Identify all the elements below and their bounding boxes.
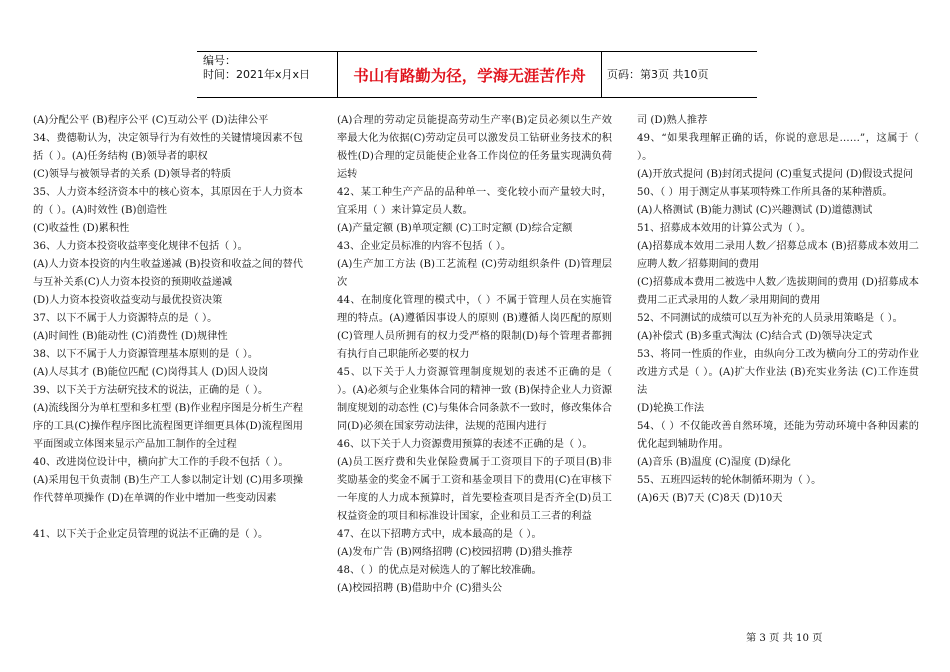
text-column-1 — [33, 112, 303, 544]
question-line: 53、将同一性质的作业，由纵向分工改为横向分工的劳动作业改进方式是（ ）。(A)扩大作业法 (B)充实业务法 (C)工作连贯法 — [637, 349, 919, 396]
page-header — [197, 51, 757, 98]
question-line: 48、（ ）的优点是对候选人的了解比较准确。 — [337, 565, 542, 576]
question-line: (A)人力资本投资的内生收益递减 (B)投资和收益之间的替代与互补关系(C)人力资本投资的预期收益递减 — [33, 259, 303, 288]
question-line: 41、以下关于企业定员管理的说法不正确的是（ ）。 — [33, 529, 269, 540]
question-line: (A)开放式提问 (B)封闭式提问 (C)重复式提问 (D)假设式提问 — [637, 169, 914, 180]
document-number-label: 编号： — [203, 54, 236, 67]
question-line: 司 (D)熟人推荐 — [637, 115, 708, 126]
question-line: 40、改进岗位设计中，横向扩大工作的手段不包括（ ）。 — [33, 457, 289, 468]
question-line: (A)分配公平 (B)程序公平 (C)互动公平 (D)法律公平 — [33, 115, 269, 126]
question-line: (A)人格测试 (B)能力测试 (C)兴趣测试 (D)道德测试 — [637, 205, 873, 216]
question-line: 50、（ ）用于测定从事某项特殊工作所具备的某种潜质。 — [637, 187, 893, 198]
question-line: (A)生产加工方法 (B)工艺流程 (C)劳动组织条件 (D)管理层次 — [337, 259, 612, 288]
question-line: (C)收益性 (D)累积性 — [33, 223, 130, 234]
question-line: (A)产量定额 (B)单项定额 (C)工时定额 (D)综合定额 — [337, 223, 573, 234]
question-line: (A)员工医疗费和失业保险费属于工资项目下的子项目(B)非奖励基金的奖金不属于工资和基金项目下的费用(C)在审核下一年度的人力成本预算时，首先要检查项目是否齐全(D)员工权益资金的项目和标准设计国家，企业和员工三者的利益 — [337, 457, 612, 522]
document-date-label: 时间：2021年x月x日 — [203, 68, 311, 81]
question-line: 37、以下不属于人力资源特点的是（ ）。 — [33, 313, 218, 324]
header-page-number: 页码：第3页 共10页 — [607, 68, 709, 81]
question-line: 35、人力资本经济资本中的核心资本，其原因在于人力资本的（ ）。(A)时效性 (B)创造性 — [33, 187, 303, 216]
question-line: (D)轮换工作法 — [637, 403, 705, 414]
question-line: (A)补偿式 (B)多重式淘汰 (C)结合式 (D)领导决定式 — [637, 331, 873, 342]
question-line: 42、某工种生产产品的品种单一、变化较小而产量较大时，宜采用（ ）来计算定员人数。 — [337, 187, 612, 216]
question-line: (A)6天 (B)7天 (C)8天 (D)10天 — [637, 493, 783, 504]
question-line: 54、（ ）不仅能改善自然环境，还能为劳动环境中各种因素的优化起到辅助作用。 — [637, 421, 919, 450]
question-line: (D)人力资本投资收益变动与最优投资决策 — [33, 295, 223, 306]
header-motto: 书山有路勤为径，学海无涯苦作舟 — [353, 66, 586, 85]
question-line: (A)人尽其才 (B)能位匹配 (C)岗得其人 (D)因人设岗 — [33, 367, 269, 378]
question-line: (A)校园招聘 (B)借助中介 (C)猎头公 — [337, 583, 503, 594]
question-line: 39、以下关于方法研究技术的说法，正确的是（ ）。 — [33, 385, 269, 396]
text-column-2 — [337, 112, 612, 598]
question-line: (A)音乐 (B)温度 (C)湿度 (D)绿化 — [637, 457, 791, 468]
question-line: 36、人力资本投资收益率变化规律不包括（ ）。 — [33, 241, 248, 252]
question-line: 44、在制度化管理的模式中，（ ）不属于管理人员在实施管理的特点。(A)遵循因事设人的原则 (B)遵循人岗匹配的原则(C)管理人员所拥有的权力受严格的限制(D)每个管理者都拥有执行自己职能所必要的权力 — [337, 295, 612, 360]
question-line: 45、以下关于人力资源管理制度规划的表述不正确的是（ ）。(A)必须与企业集体合同的精神一致 (B)保持企业人力资源制度规划的动态性 (C)与集体合同条款不一致时，修改集体合同(D)必须在国家劳动法律，法规的范围内进行 — [337, 367, 612, 432]
question-line: (A)时间性 (B)能动性 (C)消费性 (D)规律性 — [33, 331, 228, 342]
question-line: 34、费德勒认为，决定领导行为有效性的关键情境因素不包括（ ）。(A)任务结构 (B)领导者的职权 — [33, 133, 303, 162]
text-column-3 — [637, 112, 919, 508]
question-line: 55、五班四运转的轮休制循环期为（ ）。 — [637, 475, 822, 486]
question-line: (A)流线图分为单杠型和多杠型 (B)作业程序图是分析生产程序的工具(C)操作程序图比流程图更详细更具体(D)流程图用平面图或立体图来显示产品加工制作的全过程 — [33, 403, 303, 450]
question-line: 49、“如果我理解正确的话，你说的意思是……”，这属于（ ）。 — [637, 133, 919, 162]
question-line: (A)合理的劳动定员能提高劳动生产率(B)定员必须以生产效率最大化为依据(C)劳动定员可以激发员工钻研业务技术的积极性(D)合理的定员能使企业各工作岗位的任务量实现满负荷运转 — [337, 115, 612, 180]
header-meta — [203, 54, 337, 82]
question-line: (A)采用包干负责制 (B)生产工人参以制定计划 (C)用多项操作代替单项操作 (D)在单调的作业中增加一些变动因素 — [33, 475, 303, 504]
question-line: 38、以下不属于人力资源管理基本原则的是（ ）。 — [33, 349, 259, 360]
question-line: 52、不同测试的成绩可以互为补充的人员录用策略是（ ）。 — [637, 313, 903, 324]
question-line: (C)领导与被领导者的关系 (D)领导者的特质 — [33, 169, 232, 180]
question-line: 51、招募成本效用的计算公式为（ ）。 — [637, 223, 812, 234]
page-footer: 第 3 页 共 10 页 — [746, 633, 823, 644]
question-line: (C)招募成本费用二被选中人数／选拔期间的费用 (D)招募成本费用二正式录用的人数／录用期间的费用 — [637, 277, 919, 306]
question-line — [33, 508, 303, 526]
question-line: (A)招募成本效用二录用人数／招募总成本 (B)招募成本效用二应聘人数／招募期间的费用 — [637, 241, 919, 270]
header-divider — [601, 52, 602, 97]
question-line: 43、企业定员标准的内容不包括（ ）。 — [337, 241, 512, 252]
question-line: 46、以下关于人力资源费用预算的表述不正确的是（ ）。 — [337, 439, 593, 450]
question-line: 47、在以下招聘方式中，成本最高的是（ ）。 — [337, 529, 542, 540]
question-line: (A)发布广告 (B)网络招聘 (C)校园招聘 (D)猎头推荐 — [337, 547, 573, 558]
